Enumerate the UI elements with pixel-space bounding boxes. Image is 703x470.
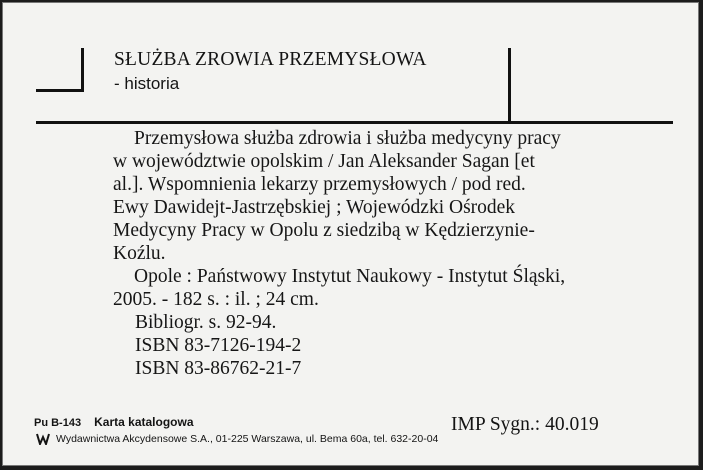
description-line: Ewy Dawidejt-Jastrzębskiej ; Wojewódzki Ośrodek xyxy=(113,197,516,218)
description-line: Przemysłowa służba zdrowia i służba medycyny pracy xyxy=(134,128,561,149)
form-label xyxy=(34,415,194,429)
form-code: Pu B-143 xyxy=(34,417,82,429)
call-number: IMP Sygn.: 40.019 xyxy=(451,414,599,435)
heading-underline-rule xyxy=(36,121,673,124)
catalog-card xyxy=(2,2,699,466)
subject-heading: SŁUŻBA ZROWIA PRZEMYSŁOWA xyxy=(114,49,427,70)
description-line: Medycyny Pracy w Opolu z siedzibą w Kędzierzynie- xyxy=(113,220,535,241)
imprint-line: Opole : Państwowy Instytut Naukowy - Instytut Śląski, xyxy=(134,266,566,287)
card-description xyxy=(113,127,648,380)
publisher-logo-icon xyxy=(36,433,50,445)
form-title: Karta katalogowa xyxy=(94,415,194,429)
imprint-line: 2005. - 182 s. : il. ; 24 cm. xyxy=(113,289,319,310)
description-line: Koźlu. xyxy=(113,243,166,264)
publisher-text: Wydawnictwa Akcydensowe S.A., 01-225 Warszawa, ul. Bema 60a, tel. 632-20-04 xyxy=(56,433,439,445)
heading-right-rule xyxy=(508,48,511,123)
publisher-line xyxy=(36,433,438,445)
corner-mark-horizontal xyxy=(36,89,84,92)
description-line: w województwie opolskim / Jan Aleksander Sagan [et xyxy=(113,151,535,172)
corner-mark-vertical xyxy=(81,48,84,92)
bibliography-note: Bibliogr. s. 92-94. xyxy=(135,312,277,333)
subject-subheading: - historia xyxy=(114,74,180,93)
isbn-note: ISBN 83-7126-194-2 xyxy=(135,335,302,356)
isbn-note: ISBN 83-86762-21-7 xyxy=(135,358,302,379)
description-line: al.]. Wspomnienia lekarzy przemysłowych / pod red. xyxy=(113,174,526,195)
